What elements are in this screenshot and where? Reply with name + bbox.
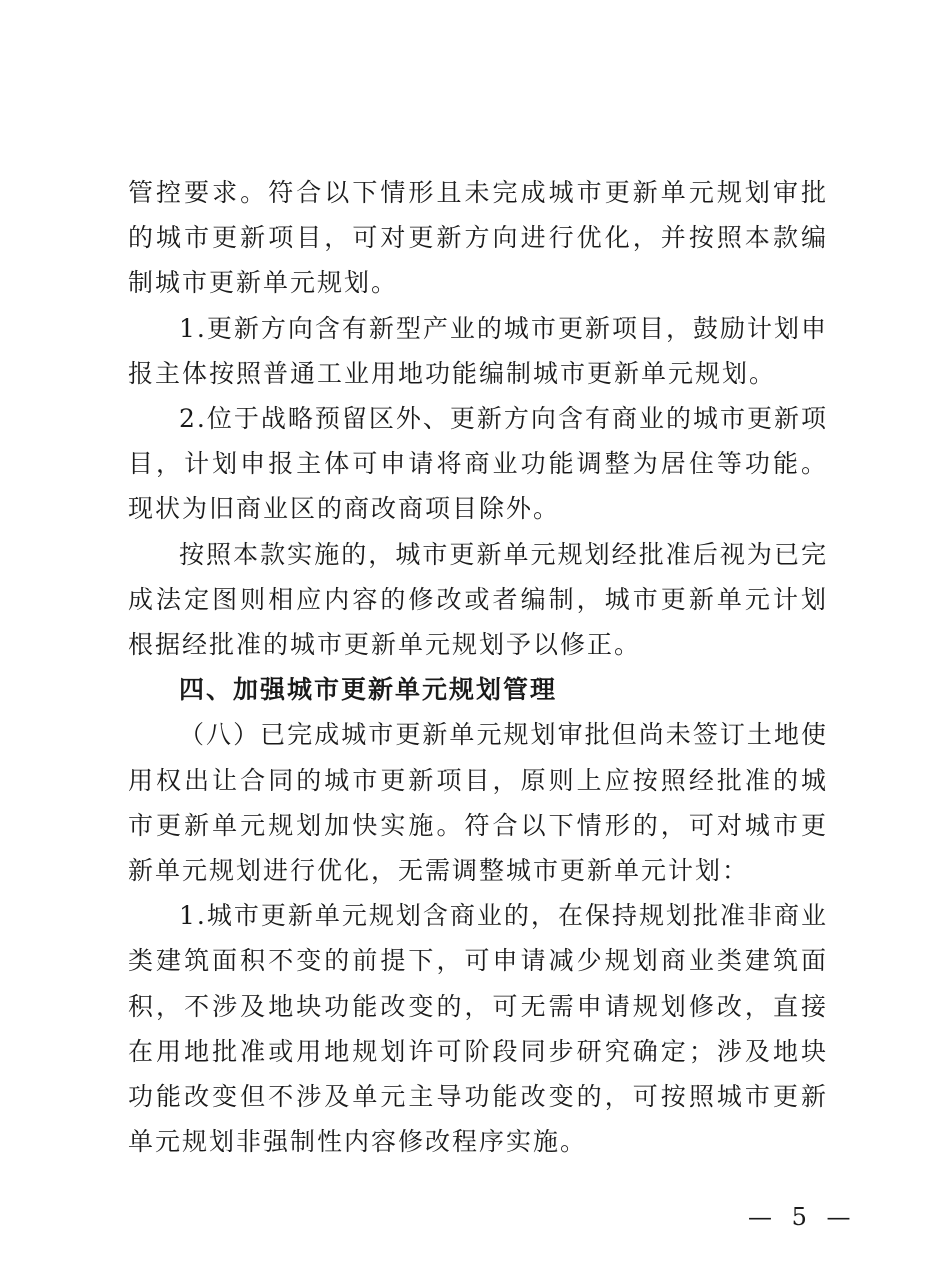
paragraph-1: 管控要求。符合以下情形且未完成城市更新单元规划审批的城市更新项目，可对更新方向进行优化，并按照本款编制城市更新单元规划。 bbox=[128, 178, 828, 298]
paragraph-2: 1.更新方向含有新型产业的城市更新项目，鼓励计划申报主体按照普通工业用地功能编制城市更新单元规划。 bbox=[128, 313, 828, 388]
page-number: — 5 — bbox=[748, 1203, 857, 1231]
paragraph-5: （八）已完成城市更新单元规划审批但尚未签订土地使用权出让合同的城市更新项目，原则上应按照经批准的城市更新单元规划加快实施。符合以下情形的，可对城市更新单元规划进行优化，无需调整城市更新单元计划： bbox=[128, 720, 828, 886]
paragraph-4: 按照本款实施的，城市更新单元规划经批准后视为已完成法定图则相应内容的修改或者编制，城市更新单元计划根据经批准的城市更新单元规划予以修正。 bbox=[128, 539, 828, 660]
section-heading: 四、加强城市更新单元规划管理 bbox=[179, 675, 558, 705]
document-body bbox=[128, 170, 828, 1164]
paragraph-3: 2.位于战略预留区外、更新方向含有商业的城市更新项目，计划申报主体可申请将商业功能调整为居住等功能。现状为旧商业区的商改商项目除外。 bbox=[128, 404, 828, 524]
paragraph-6: 1.城市更新单元规划含商业的，在保持规划批准非商业类建筑面积不变的前提下，可申请减少规划商业类建筑面积，不涉及地块功能改变的，可无需申请规划修改，直接在用地批准或用地规划许可阶段同步研究确定；涉及地块功能改变但不涉及单元主导功能改变的，可按照城市更新单元规划非强制性内容修改程序实施。 bbox=[128, 901, 828, 1157]
